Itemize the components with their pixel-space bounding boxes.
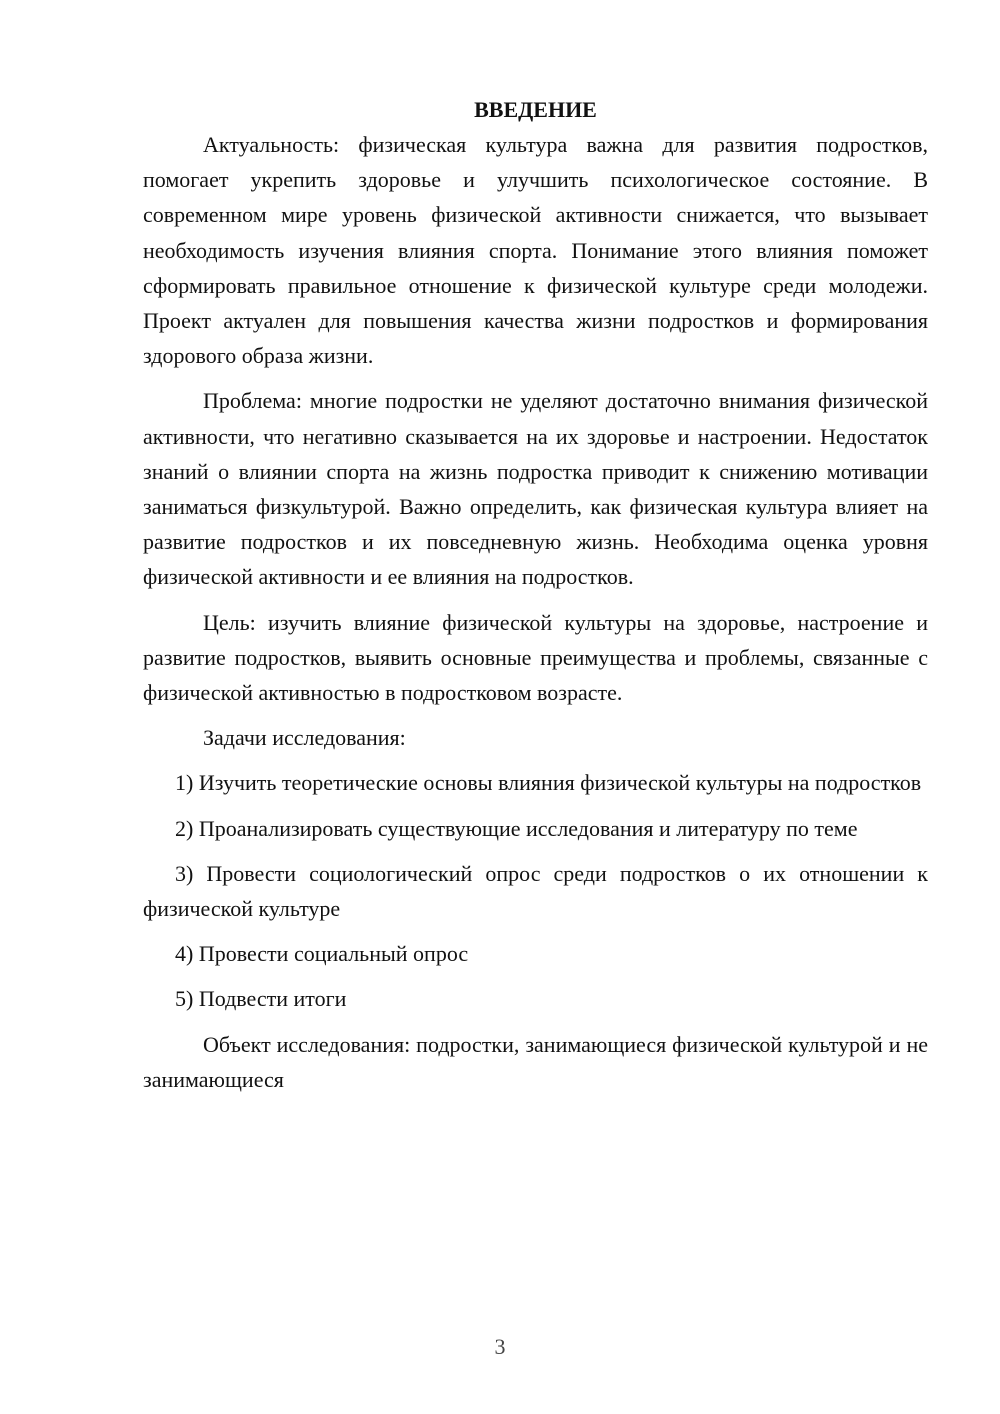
tasks-heading: Задачи исследования: xyxy=(203,725,406,751)
task-item: 4) Провести социальный опрос xyxy=(175,941,469,967)
task-item: 2) Проанализировать существующие исследования и литературу по теме xyxy=(175,815,858,841)
task-item: 5) Подвести итоги xyxy=(175,986,347,1012)
task-item: 3) Провести социологический опрос среди подростков о их отношении к физической культуре xyxy=(143,860,928,922)
relevance-paragraph: Актуальность: физическая культура важна для развития подростков, помогает укрепить здоровье и улучшить психологическое состояние. В современном мире уровень физической активности снижается, что вызывает необходимость изучения влияния спорта. Понимание этого влияния поможет сформировать правильное отношение к физической культуре среди молодежи. Проект актуален для повышения качества жизни подростков и формирования здорового образа жизни. xyxy=(143,132,928,369)
problem-paragraph: Проблема: многие подростки не уделяют достаточно внимания физической активности, что негативно сказывается на их здоровье и настроении. Недостаток знаний о влиянии спорта на жизнь подростка приводит к снижению мотивации заниматься физкультурой. Важно определить, как физическая культура влияет на развитие подростков и их повседневную жизнь. Необходима оценка уровня физической активности и ее влияния на подростков. xyxy=(143,388,928,590)
page-number: 3 xyxy=(494,1334,506,1359)
tasks-list xyxy=(143,765,928,1016)
goal-paragraph: Цель: изучить влияние физической культуры на здоровье, настроение и развитие подростков, выявить основные преимущества и проблемы, связанные с физической активностью в подростковом возрасте. xyxy=(143,609,928,706)
task-item: 1) Изучить теоретические основы влияния физической культуры на подростков xyxy=(175,770,922,796)
object-paragraph: Объект исследования: подростки, занимающиеся физической культурой и не занимающиеся xyxy=(143,1031,928,1092)
document-page xyxy=(143,92,928,1097)
section-title: ВВЕДЕНИЕ xyxy=(474,97,597,122)
